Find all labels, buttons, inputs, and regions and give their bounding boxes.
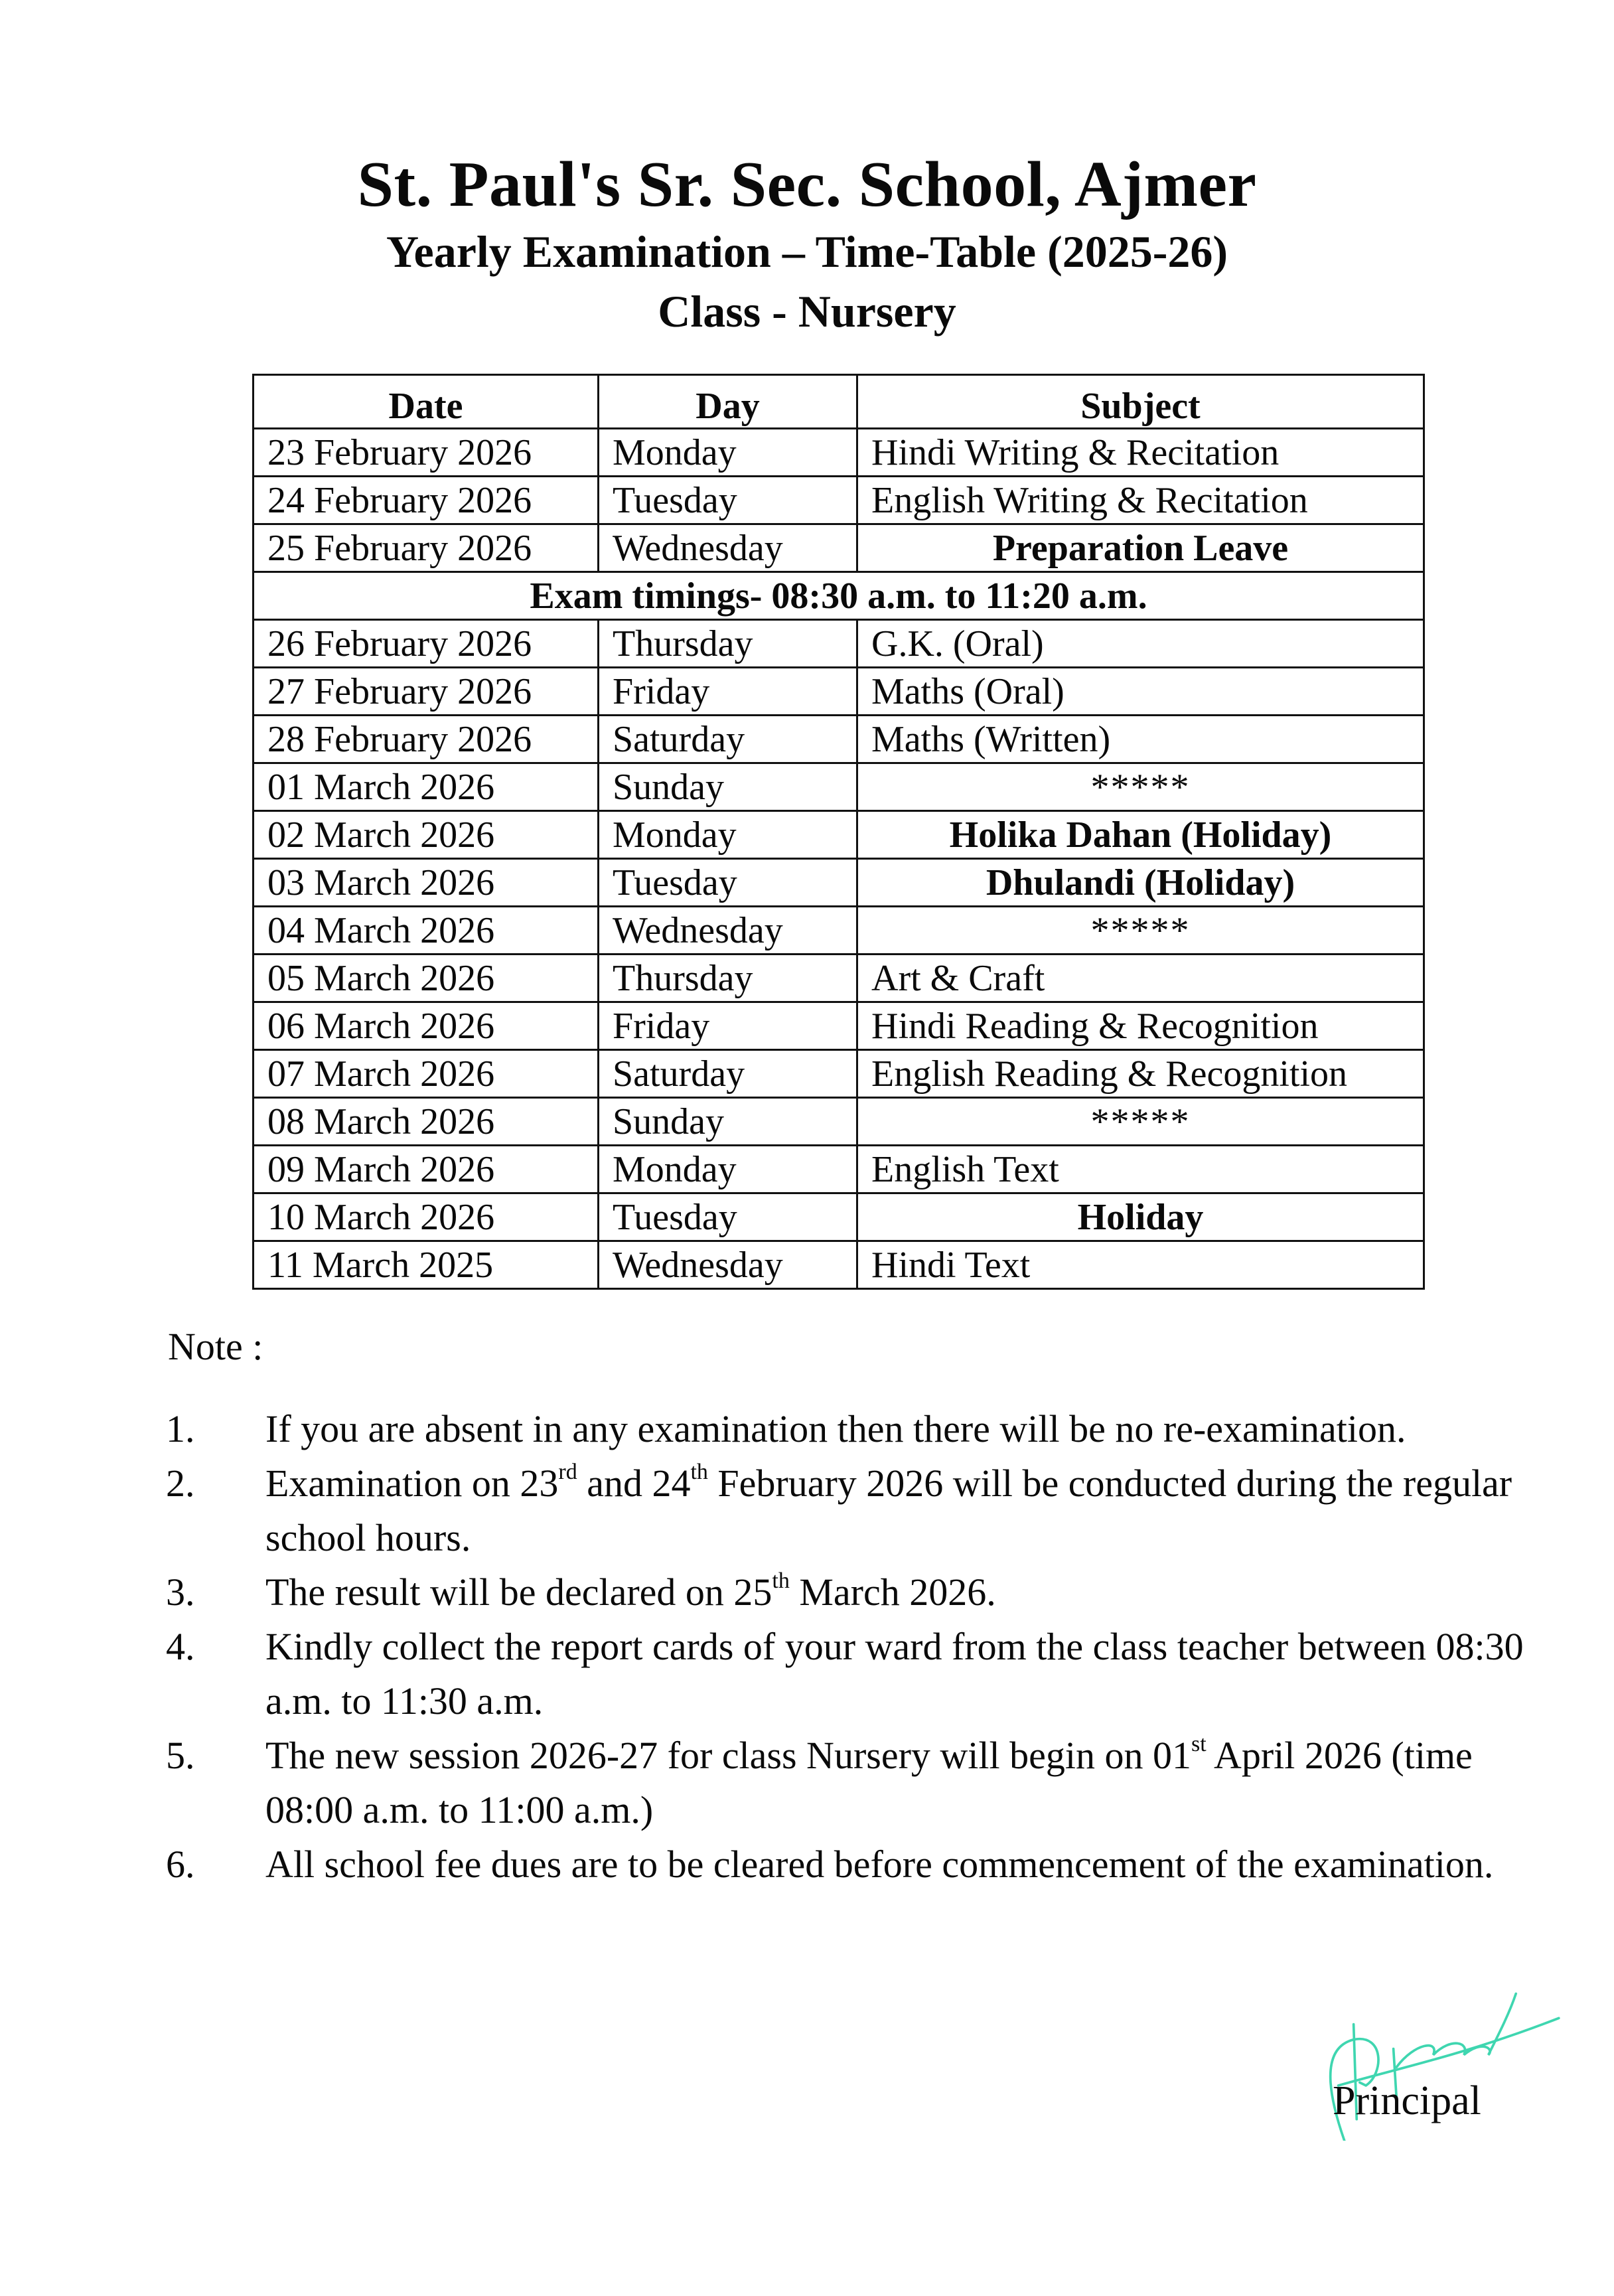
cell-subject: Dhulandi (Holiday) [857,859,1424,907]
cell-date: 04 March 2026 [254,907,599,955]
cell-subject: G.K. (Oral) [857,620,1424,668]
cell-day: Thursday [599,620,857,668]
cell-date: 11 March 2025 [254,1241,599,1289]
cell-date: 25 February 2026 [254,524,599,572]
cell-day: Sunday [599,763,857,811]
cell-day: Monday [599,811,857,859]
cell-day: Friday [599,668,857,716]
note-text: March 2026. [789,1570,996,1614]
note-text: February 2026 will be conducted during the regular school hours. [265,1462,1512,1559]
cell-subject: ***** [857,907,1424,955]
note-item [166,1456,1526,1565]
school-name: St. Paul's Sr. Sec. School, Ajmer [357,149,1257,220]
note-item [166,1402,1526,1456]
table-row [254,1193,1424,1241]
column-header-subject: Subject [857,375,1424,429]
cell-subject: English Text [857,1146,1424,1193]
cell-date: 26 February 2026 [254,620,599,668]
cell-date: 10 March 2026 [254,1193,599,1241]
cell-day: Thursday [599,955,857,1002]
cell-date: 24 February 2026 [254,477,599,524]
note-text: If you are absent in any examination then there will be no re-examination. [265,1407,1406,1450]
cell-day: Wednesday [599,907,857,955]
note-item [166,1837,1526,1892]
note-item [166,1620,1526,1728]
note-text: Examination on 23 [265,1462,559,1505]
cell-subject: Hindi Writing & Recitation [857,429,1424,477]
cell-subject: Art & Craft [857,955,1424,1002]
note-superscript: st [1191,1731,1207,1756]
note-text: April 2026 (time 08:00 a.m. to 11:00 a.m.) [265,1734,1473,1831]
table-header-row [254,375,1424,429]
cell-day: Wednesday [599,524,857,572]
table-row [254,1146,1424,1193]
note-number: 4. [166,1625,195,1668]
note-number: 1. [166,1407,195,1450]
note-number: 6. [166,1843,195,1886]
cell-date: 07 March 2026 [254,1050,599,1098]
cell-date: 02 March 2026 [254,811,599,859]
cell-day: Saturday [599,716,857,763]
cell-day: Tuesday [599,477,857,524]
cell-date: 23 February 2026 [254,429,599,477]
cell-subject: Maths (Written) [857,716,1424,763]
note-label: Note : [168,1325,263,1368]
cell-date: 05 March 2026 [254,955,599,1002]
note-number: 5. [166,1734,195,1777]
table-row [254,763,1424,811]
table-row [254,955,1424,1002]
note-text: All school fee dues are to be cleared before commencement of the examination. [265,1843,1494,1886]
cell-day: Saturday [599,1050,857,1098]
cell-date: 28 February 2026 [254,716,599,763]
cell-subject: Holiday [857,1193,1424,1241]
cell-subject: Holika Dahan (Holiday) [857,811,1424,859]
note-text: The result will be declared on 25 [265,1570,772,1614]
table-row [254,811,1424,859]
note-superscript: th [690,1459,708,1484]
cell-day: Tuesday [599,1193,857,1241]
cell-day: Monday [599,1146,857,1193]
note-number: 2. [166,1462,195,1505]
note-number: 3. [166,1570,195,1614]
table-row [254,859,1424,907]
cell-date: 06 March 2026 [254,1002,599,1050]
table-row [254,477,1424,524]
note-text: and 24 [577,1462,691,1505]
table-row [254,524,1424,572]
cell-subject: ***** [857,763,1424,811]
cell-subject: Hindi Reading & Recognition [857,1002,1424,1050]
cell-subject: Hindi Text [857,1241,1424,1289]
note-superscript: th [772,1568,790,1593]
note-item [166,1728,1526,1837]
notes-list [166,1402,1526,1892]
cell-day: Tuesday [599,859,857,907]
table-row [254,620,1424,668]
cell-date: 03 March 2026 [254,859,599,907]
table-row [254,668,1424,716]
timetable [252,374,1425,1290]
table-row [254,1002,1424,1050]
signatory-title: Principal [1333,2078,1481,2123]
table-row [254,1050,1424,1098]
class-name: Class - Nursery [658,286,956,337]
cell-date: 01 March 2026 [254,763,599,811]
cell-subject: English Writing & Recitation [857,477,1424,524]
timetable-body [254,429,1424,1289]
table-row [254,1241,1424,1289]
cell-date: 09 March 2026 [254,1146,599,1193]
note-superscript: rd [558,1459,577,1484]
note-item [166,1565,1526,1620]
cell-day: Monday [599,429,857,477]
column-header-date: Date [254,375,599,429]
column-header-day: Day [599,375,857,429]
cell-subject: English Reading & Recognition [857,1050,1424,1098]
exam-title: Yearly Examination – Time-Table (2025-26) [386,226,1228,277]
cell-day: Wednesday [599,1241,857,1289]
cell-day: Friday [599,1002,857,1050]
table-row [254,716,1424,763]
note-text: Kindly collect the report cards of your ward from the class teacher between 08:30 a.m. to 11:30 a.m. [265,1625,1524,1722]
exam-timing-text: Exam timings- 08:30 a.m. to 11:20 a.m. [254,572,1424,620]
table-row [254,429,1424,477]
cell-subject: ***** [857,1098,1424,1146]
cell-date: 27 February 2026 [254,668,599,716]
exam-timing-row [254,572,1424,620]
cell-date: 08 March 2026 [254,1098,599,1146]
table-row [254,1098,1424,1146]
table-row [254,907,1424,955]
note-text: The new session 2026-27 for class Nursery will begin on 01 [265,1734,1191,1777]
cell-subject: Preparation Leave [857,524,1424,572]
cell-subject: Maths (Oral) [857,668,1424,716]
cell-day: Sunday [599,1098,857,1146]
